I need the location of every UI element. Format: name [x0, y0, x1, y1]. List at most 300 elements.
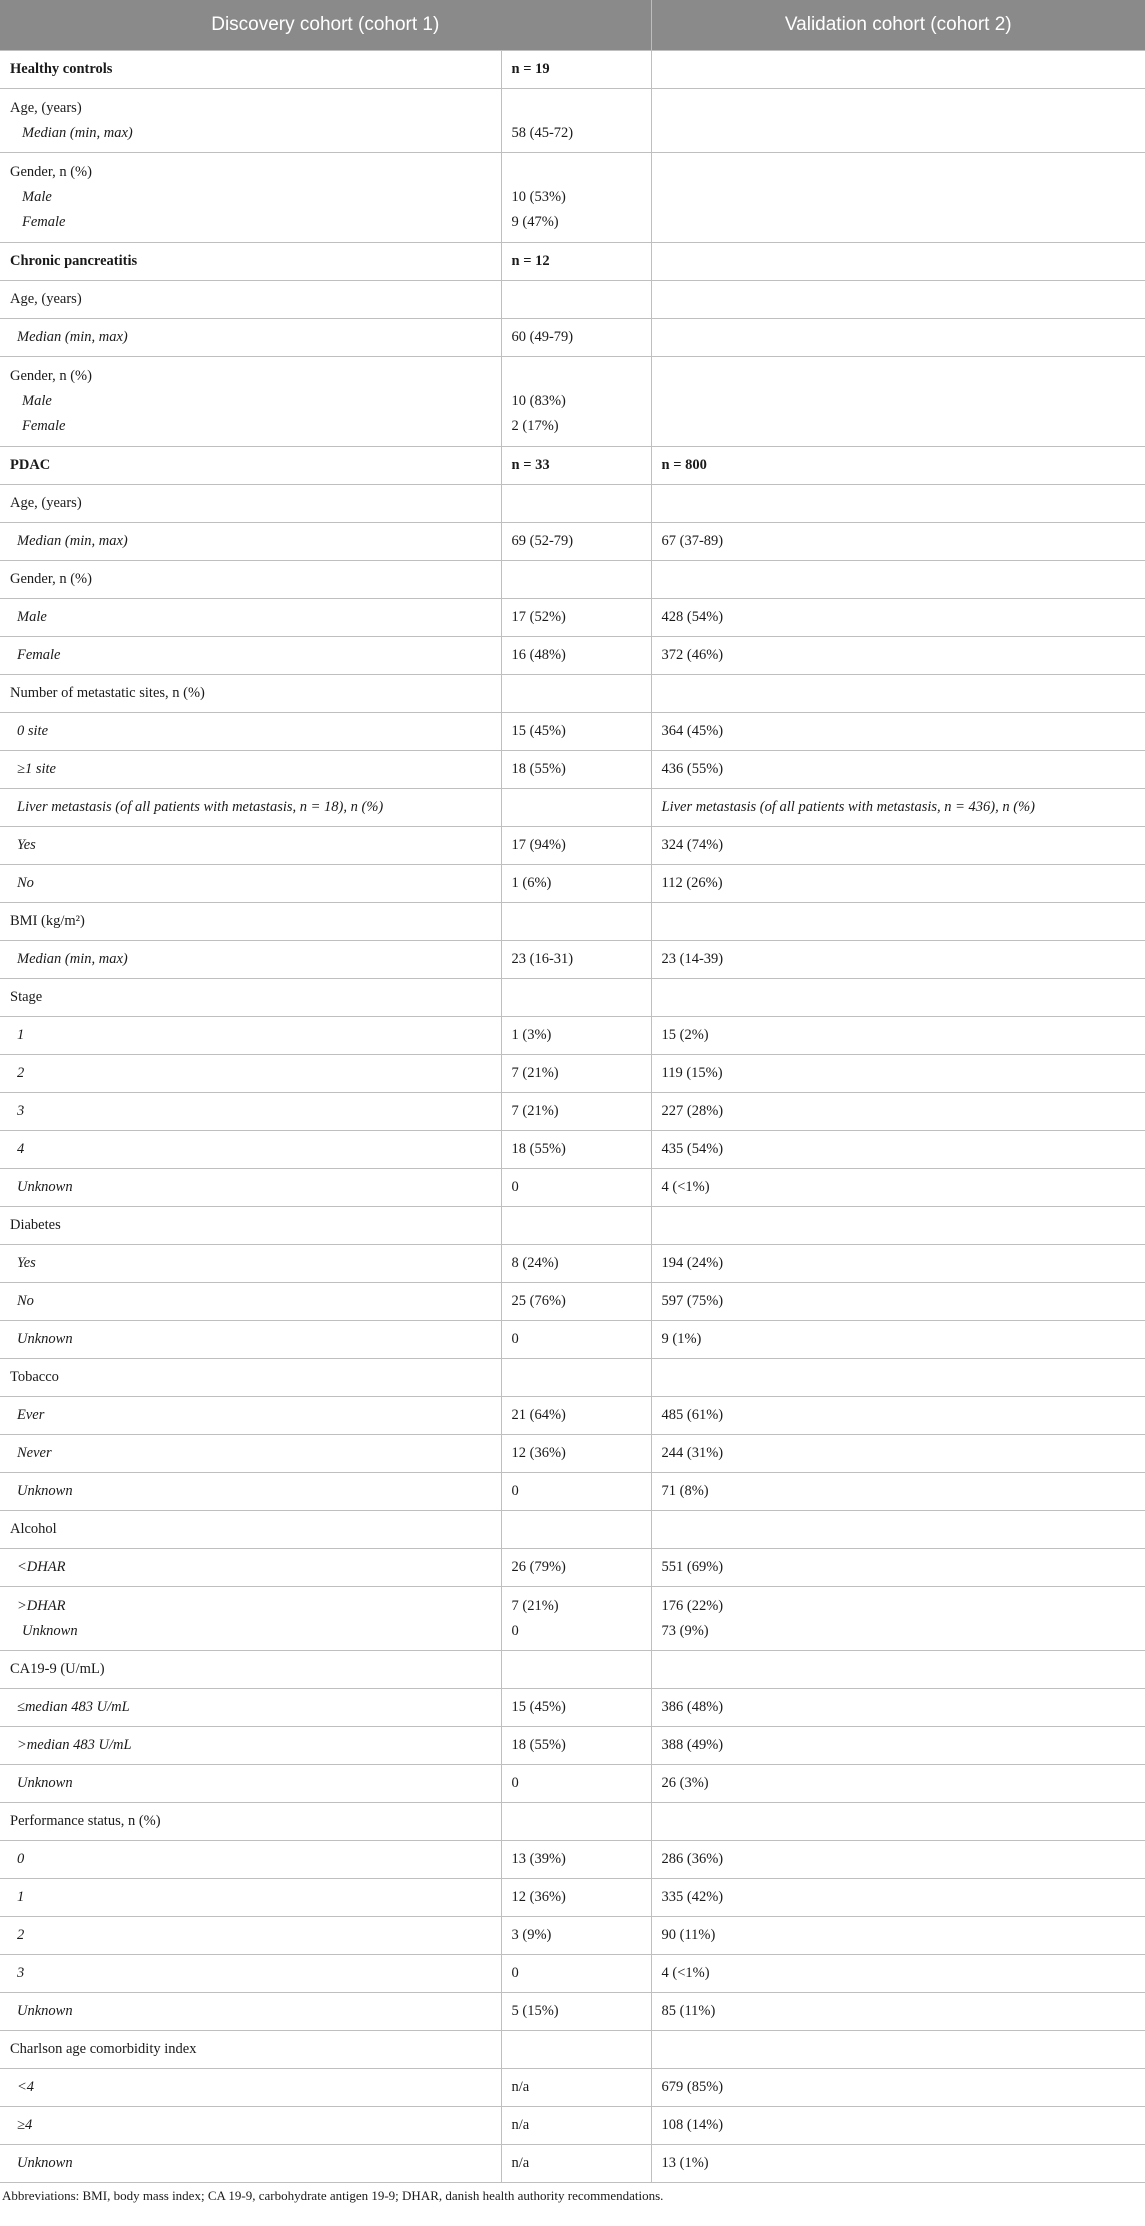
discovery-value-cell	[501, 1955, 651, 1993]
discovery-value-cell	[501, 827, 651, 865]
discovery-value-cell	[501, 979, 651, 1017]
row-label: <DHAR	[17, 1559, 66, 1575]
discovery-value: 21 (64%)	[511, 1407, 566, 1423]
discovery-value: 18 (55%)	[511, 1141, 566, 1157]
row-sublabel: Male	[22, 393, 52, 409]
discovery-value-cell	[501, 941, 651, 979]
discovery-value-cell	[501, 751, 651, 789]
discovery-value: 5 (15%)	[511, 2003, 559, 2019]
discovery-value-cell	[501, 1765, 651, 1803]
discovery-value-cell	[501, 675, 651, 713]
row-label-cell	[0, 1283, 501, 1321]
row-label-cell	[0, 941, 501, 979]
validation-value	[662, 210, 1136, 235]
discovery-value-cell	[501, 2069, 651, 2107]
row-label: Unknown	[17, 2155, 73, 2171]
validation-value-cell	[651, 1511, 1145, 1549]
discovery-value-cell	[501, 485, 651, 523]
validation-value-cell	[651, 1321, 1145, 1359]
row-label: ≤median 483 U/mL	[17, 1699, 130, 1715]
table-row	[0, 485, 1145, 523]
row-label: BMI (kg/m²)	[10, 913, 85, 929]
row-label: Yes	[17, 837, 36, 853]
discovery-value: 9 (47%)	[511, 214, 559, 230]
table-row	[0, 1765, 1145, 1803]
row-label-cell	[0, 1397, 501, 1435]
table-row	[0, 1993, 1145, 2031]
row-label: No	[17, 875, 34, 891]
validation-value: 551 (69%)	[661, 1559, 724, 1575]
discovery-value-cell	[501, 1131, 651, 1169]
discovery-value: 0	[511, 1965, 519, 1981]
table-body	[0, 51, 1145, 2183]
table-row	[0, 1131, 1145, 1169]
row-label: Unknown	[17, 1179, 73, 1195]
row-label: Gender, n (%)	[10, 571, 92, 587]
validation-value	[662, 414, 1136, 439]
row-label-cell	[0, 865, 501, 903]
discovery-value-cell	[501, 89, 651, 153]
row-label-cell	[0, 1955, 501, 1993]
validation-value-cell	[651, 243, 1145, 281]
row-label-cell	[0, 1689, 501, 1727]
row-label-cell	[0, 1803, 501, 1841]
validation-value: Liver metastasis (of all patients with metastasis, n = 436), n (%)	[661, 799, 1035, 815]
table-row	[0, 637, 1145, 675]
table-row	[0, 51, 1145, 89]
discovery-value-cell	[501, 561, 651, 599]
discovery-value-cell	[501, 357, 651, 447]
discovery-value-cell	[501, 281, 651, 319]
table-row	[0, 1955, 1145, 1993]
discovery-value: n = 19	[511, 61, 550, 77]
discovery-value: 3 (9%)	[511, 1927, 552, 1943]
table-row	[0, 1435, 1145, 1473]
table-row	[0, 1651, 1145, 1689]
row-label: Age, (years)	[10, 495, 82, 511]
discovery-value: n/a	[511, 2117, 530, 2133]
validation-value-cell	[651, 2031, 1145, 2069]
row-label-cell	[0, 2107, 501, 2145]
table-row	[0, 1093, 1145, 1131]
discovery-value-cell	[501, 2107, 651, 2145]
row-label: >DHAR	[17, 1597, 66, 1614]
discovery-value: 0	[511, 1483, 519, 1499]
table-row	[0, 789, 1145, 827]
row-label: Median (min, max)	[17, 951, 128, 967]
table-row	[0, 1917, 1145, 1955]
discovery-value: 69 (52-79)	[511, 533, 574, 549]
validation-value-cell	[651, 2107, 1145, 2145]
validation-value: 4 (<1%)	[661, 1179, 710, 1195]
validation-value-cell	[651, 1587, 1145, 1651]
discovery-value: n/a	[511, 2079, 530, 2095]
row-label-cell	[0, 903, 501, 941]
table-header	[0, 0, 1145, 51]
validation-value: 15 (2%)	[661, 1027, 709, 1043]
row-label: Female	[17, 647, 61, 663]
validation-value: 372 (46%)	[661, 647, 724, 663]
discovery-value: 7 (21%)	[511, 1065, 559, 1081]
validation-value-cell	[651, 903, 1145, 941]
row-label: Median (min, max)	[17, 329, 128, 345]
row-label-cell	[0, 1169, 501, 1207]
discovery-value: 1 (6%)	[511, 875, 552, 891]
discovery-value: 17 (94%)	[511, 837, 566, 853]
row-label: Performance status, n (%)	[10, 1813, 161, 1829]
validation-value-cell	[651, 1207, 1145, 1245]
validation-value-cell	[651, 1727, 1145, 1765]
row-sublabel: Unknown	[22, 1622, 78, 1639]
row-label: Charlson age comorbidity index	[10, 2041, 197, 2057]
row-label-cell	[0, 789, 501, 827]
discovery-value	[512, 364, 641, 389]
row-label-cell	[0, 89, 501, 153]
row-label-cell	[0, 675, 501, 713]
discovery-value: 16 (48%)	[511, 647, 566, 663]
validation-value: 597 (75%)	[661, 1293, 724, 1309]
table-row	[0, 1321, 1145, 1359]
table-row	[0, 1879, 1145, 1917]
table-row	[0, 1727, 1145, 1765]
validation-value-cell	[651, 1283, 1145, 1321]
row-label-cell	[0, 561, 501, 599]
discovery-value: 0	[511, 1775, 519, 1791]
row-label-cell	[0, 357, 501, 447]
discovery-value: 60 (49-79)	[511, 329, 574, 345]
row-label: Unknown	[17, 2003, 73, 2019]
discovery-value: 12 (36%)	[511, 1445, 566, 1461]
validation-value: 679 (85%)	[661, 2079, 724, 2095]
table-row	[0, 979, 1145, 1017]
validation-value: 67 (37-89)	[661, 533, 724, 549]
validation-value-cell	[651, 1549, 1145, 1587]
validation-value-cell	[651, 865, 1145, 903]
discovery-value-cell	[501, 1917, 651, 1955]
validation-value: 23 (14-39)	[661, 951, 724, 967]
validation-value: 4 (<1%)	[661, 1965, 710, 1981]
row-label-cell	[0, 1879, 501, 1917]
table-row	[0, 561, 1145, 599]
validation-value: 244 (31%)	[661, 1445, 724, 1461]
row-label: Gender, n (%)	[10, 164, 92, 180]
row-sublabel: Median (min, max)	[22, 124, 133, 141]
discovery-value-cell	[501, 1283, 651, 1321]
discovery-value: 13 (39%)	[511, 1851, 566, 1867]
row-label: Stage	[10, 989, 43, 1005]
validation-value-cell	[651, 1245, 1145, 1283]
discovery-value-cell	[501, 713, 651, 751]
validation-value-cell	[651, 1689, 1145, 1727]
discovery-value: 10 (83%)	[511, 393, 566, 409]
row-label: Never	[17, 1445, 52, 1461]
row-label-cell	[0, 1207, 501, 1245]
discovery-value: n = 12	[511, 253, 550, 269]
discovery-value-cell	[501, 1803, 651, 1841]
validation-value-cell	[651, 1055, 1145, 1093]
validation-value-cell	[651, 1651, 1145, 1689]
discovery-value: 15 (45%)	[511, 723, 566, 739]
row-label-cell	[0, 1587, 501, 1651]
validation-value: 71 (8%)	[661, 1483, 709, 1499]
row-label-cell	[0, 2145, 501, 2183]
row-label-cell	[0, 1511, 501, 1549]
row-label: Diabetes	[10, 1217, 61, 1233]
row-label-cell	[0, 485, 501, 523]
header-validation-cohort: Validation cohort (cohort 2)	[651, 0, 1145, 51]
validation-value-cell	[651, 941, 1145, 979]
validation-value-cell	[651, 1397, 1145, 1435]
discovery-value-cell	[501, 1587, 651, 1651]
table-row	[0, 1207, 1145, 1245]
row-label-cell	[0, 1993, 501, 2031]
table-row	[0, 903, 1145, 941]
row-label-cell	[0, 1765, 501, 1803]
row-label: 3	[17, 1965, 25, 1981]
table-row	[0, 751, 1145, 789]
discovery-value-cell	[501, 1321, 651, 1359]
table-row	[0, 2107, 1145, 2145]
row-label-cell	[0, 1841, 501, 1879]
table-row	[0, 865, 1145, 903]
table-row	[0, 1803, 1145, 1841]
table-row	[0, 447, 1145, 485]
row-label: 2	[17, 1065, 25, 1081]
table-row	[0, 1511, 1145, 1549]
row-label: Healthy controls	[10, 61, 113, 77]
row-label: 0 site	[17, 723, 49, 739]
table-row	[0, 599, 1145, 637]
validation-value-cell	[651, 1917, 1145, 1955]
row-label-cell	[0, 243, 501, 281]
validation-value: 324 (74%)	[661, 837, 724, 853]
table-row	[0, 1689, 1145, 1727]
discovery-value-cell	[501, 319, 651, 357]
table-row	[0, 1397, 1145, 1435]
discovery-value-cell	[501, 1549, 651, 1587]
row-label-cell	[0, 751, 501, 789]
validation-value-cell	[651, 1993, 1145, 2031]
row-sublabel: Female	[22, 418, 66, 434]
validation-value: 119 (15%)	[661, 1065, 723, 1081]
row-label: Unknown	[17, 1775, 73, 1791]
row-label: Alcohol	[10, 1521, 57, 1537]
validation-value-cell	[651, 1435, 1145, 1473]
row-label-cell	[0, 2069, 501, 2107]
discovery-value: 8 (24%)	[511, 1255, 559, 1271]
validation-value: 485 (61%)	[661, 1407, 724, 1423]
validation-value: 26 (3%)	[661, 1775, 709, 1791]
validation-value-cell	[651, 485, 1145, 523]
row-label: 0	[17, 1851, 25, 1867]
table-row	[0, 1473, 1145, 1511]
validation-value-cell	[651, 1131, 1145, 1169]
table-row	[0, 1055, 1145, 1093]
row-label: Tobacco	[10, 1369, 59, 1385]
validation-value: 13 (1%)	[661, 2155, 709, 2171]
table-row	[0, 2069, 1145, 2107]
discovery-value-cell	[501, 1841, 651, 1879]
validation-value-cell	[651, 713, 1145, 751]
row-label: >median 483 U/mL	[17, 1737, 132, 1753]
row-label-cell	[0, 1055, 501, 1093]
discovery-value: 0	[511, 1331, 519, 1347]
validation-value-cell	[651, 1169, 1145, 1207]
table-row	[0, 1549, 1145, 1587]
discovery-value: 15 (45%)	[511, 1699, 566, 1715]
discovery-value	[512, 96, 641, 121]
discovery-value-cell	[501, 1473, 651, 1511]
discovery-value-cell	[501, 2031, 651, 2069]
table-row	[0, 1245, 1145, 1283]
validation-value: 364 (45%)	[661, 723, 724, 739]
row-label: Unknown	[17, 1483, 73, 1499]
row-label: Median (min, max)	[17, 533, 128, 549]
table-row	[0, 1017, 1145, 1055]
validation-value: n = 800	[661, 457, 707, 473]
validation-value-cell	[651, 153, 1145, 243]
row-label: Chronic pancreatitis	[10, 253, 138, 269]
validation-value-cell	[651, 357, 1145, 447]
row-label: <4	[17, 2079, 35, 2095]
row-label-cell	[0, 1549, 501, 1587]
validation-value	[662, 96, 1136, 121]
row-sublabel: Female	[22, 214, 66, 230]
validation-value: 176 (22%)	[661, 1597, 724, 1614]
row-label-cell	[0, 51, 501, 89]
table-row	[0, 153, 1145, 243]
row-label-cell	[0, 1473, 501, 1511]
discovery-value-cell	[501, 637, 651, 675]
table-row	[0, 941, 1145, 979]
row-label: Ever	[17, 1407, 45, 1423]
table-row	[0, 281, 1145, 319]
validation-value	[662, 389, 1136, 414]
validation-value-cell	[651, 561, 1145, 599]
row-label-cell	[0, 1435, 501, 1473]
discovery-value: 10 (53%)	[511, 189, 566, 205]
discovery-value-cell	[501, 243, 651, 281]
row-label: Liver metastasis (of all patients with metastasis, n = 18), n (%)	[17, 799, 384, 815]
validation-value-cell	[651, 1879, 1145, 1917]
discovery-value: 26 (79%)	[511, 1559, 566, 1575]
row-label: 3	[17, 1103, 25, 1119]
row-label-cell	[0, 827, 501, 865]
table-row	[0, 1169, 1145, 1207]
row-label-cell	[0, 637, 501, 675]
table-row	[0, 357, 1145, 447]
validation-value-cell	[651, 89, 1145, 153]
validation-value-cell	[651, 637, 1145, 675]
validation-value: 386 (48%)	[661, 1699, 724, 1715]
discovery-value: n/a	[511, 2155, 530, 2171]
discovery-value-cell	[501, 1651, 651, 1689]
validation-value-cell	[651, 2069, 1145, 2107]
discovery-value-cell	[501, 1359, 651, 1397]
row-label-cell	[0, 1321, 501, 1359]
row-label-cell	[0, 1245, 501, 1283]
validation-value: 335 (42%)	[661, 1889, 724, 1905]
discovery-value: n = 33	[511, 457, 550, 473]
discovery-value-cell	[501, 1689, 651, 1727]
discovery-value: 0	[511, 1179, 519, 1195]
table-row	[0, 1841, 1145, 1879]
validation-value-cell	[651, 1473, 1145, 1511]
row-label-cell	[0, 1359, 501, 1397]
validation-value-cell	[651, 2145, 1145, 2183]
row-label-cell	[0, 713, 501, 751]
discovery-value-cell	[501, 1397, 651, 1435]
discovery-value-cell	[501, 1169, 651, 1207]
row-label-cell	[0, 447, 501, 485]
validation-value: 388 (49%)	[661, 1737, 724, 1753]
row-label-cell	[0, 1917, 501, 1955]
table-row	[0, 1283, 1145, 1321]
discovery-value-cell	[501, 1055, 651, 1093]
validation-value-cell	[651, 1803, 1145, 1841]
discovery-value-cell	[501, 1245, 651, 1283]
validation-value-cell	[651, 675, 1145, 713]
validation-value: 436 (55%)	[661, 761, 724, 777]
table-row	[0, 319, 1145, 357]
row-label-cell	[0, 153, 501, 243]
row-label: 1	[17, 1027, 25, 1043]
row-label-cell	[0, 1727, 501, 1765]
validation-value-cell	[651, 281, 1145, 319]
table-row	[0, 827, 1145, 865]
row-label-cell	[0, 979, 501, 1017]
row-label-cell	[0, 281, 501, 319]
validation-value	[662, 185, 1136, 210]
validation-value: 90 (11%)	[661, 1927, 716, 1943]
discovery-value-cell	[501, 599, 651, 637]
validation-value: 112 (26%)	[661, 875, 723, 891]
row-label-cell	[0, 1017, 501, 1055]
validation-value-cell	[651, 1017, 1145, 1055]
validation-value-cell	[651, 789, 1145, 827]
discovery-value: 2 (17%)	[511, 418, 559, 434]
table-row	[0, 1587, 1145, 1651]
row-label: Age, (years)	[10, 99, 82, 116]
discovery-value-cell	[501, 1435, 651, 1473]
validation-value: 108 (14%)	[661, 2117, 724, 2133]
row-label: Gender, n (%)	[10, 368, 92, 384]
discovery-value: 12 (36%)	[511, 1889, 566, 1905]
validation-value: 435 (54%)	[661, 1141, 724, 1157]
validation-value-cell	[651, 1765, 1145, 1803]
discovery-value-cell	[501, 153, 651, 243]
discovery-value: 1 (3%)	[511, 1027, 552, 1043]
discovery-value: 7 (21%)	[511, 1597, 559, 1614]
table-row	[0, 2145, 1145, 2183]
discovery-value-cell	[501, 789, 651, 827]
row-label: CA19-9 (U/mL)	[10, 1661, 105, 1677]
discovery-value-cell	[501, 1727, 651, 1765]
row-label: Unknown	[17, 1331, 73, 1347]
discovery-value	[512, 160, 641, 185]
table-row	[0, 1359, 1145, 1397]
row-label: Male	[17, 609, 47, 625]
discovery-value-cell	[501, 1511, 651, 1549]
row-label: ≥1 site	[17, 761, 56, 777]
discovery-value-cell	[501, 523, 651, 561]
row-label: Number of metastatic sites, n (%)	[10, 685, 205, 701]
discovery-value: 0	[511, 1622, 519, 1639]
discovery-value-cell	[501, 51, 651, 89]
discovery-value-cell	[501, 1093, 651, 1131]
row-label: Age, (years)	[10, 291, 82, 307]
row-label: ≥4	[17, 2117, 33, 2133]
